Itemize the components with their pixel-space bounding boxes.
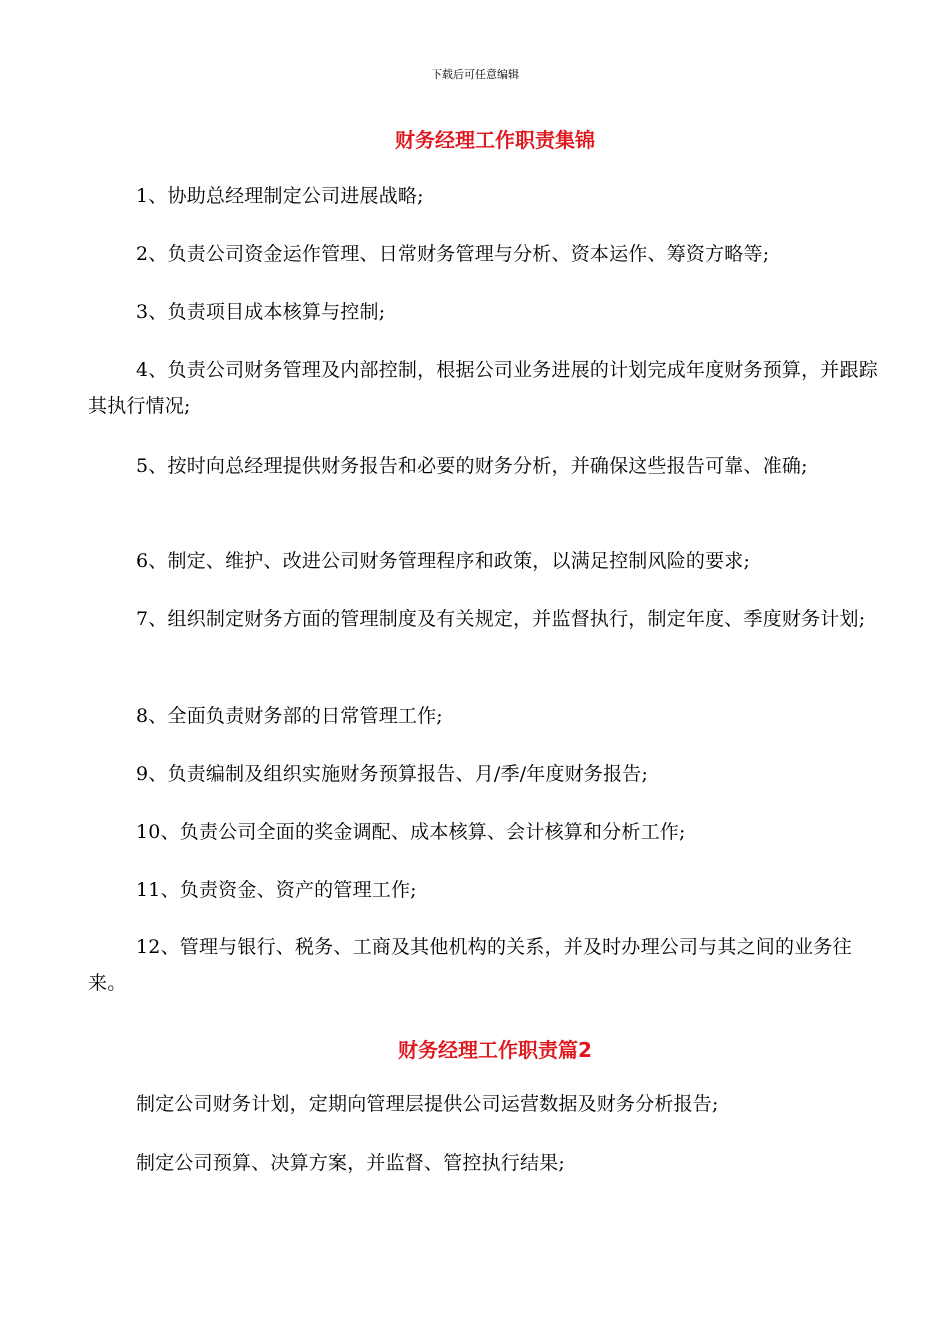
list-item: 2、负责公司资金运作管理、日常财务管理与分析、资本运作、筹资方略等; xyxy=(136,243,770,265)
section-title-2: 财务经理工作职责篇2 xyxy=(398,1038,592,1062)
list-item: 4、负责公司财务管理及内部控制，根据公司业务进展的计划完成年度财务预算，并跟踪其执行情况; xyxy=(88,359,878,417)
list-item: 6、制定、维护、改进公司财务管理程序和政策，以满足控制风险的要求; xyxy=(136,550,751,572)
download-note: 下载后可任意编辑 xyxy=(431,68,519,81)
list-item: 5、按时向总经理提供财务报告和必要的财务分析，并确保这些报告可靠、准确; xyxy=(136,455,808,477)
list-item: 10、负责公司全面的奖金调配、成本核算、会计核算和分析工作; xyxy=(136,821,686,843)
list-item: 1、协助总经理制定公司进展战略; xyxy=(136,185,424,207)
list-item: 8、全面负责财务部的日常管理工作; xyxy=(136,705,443,727)
list-item: 3、负责项目成本核算与控制; xyxy=(136,301,386,323)
list-item: 11、负责资金、资产的管理工作; xyxy=(136,879,417,901)
list-item: 制定公司财务计划，定期向管理层提供公司运营数据及财务分析报告; xyxy=(136,1093,719,1115)
list-item: 12、管理与银行、税务、工商及其他机构的关系，并及时办理公司与其之间的业务往来。 xyxy=(88,936,852,994)
section-title-1: 财务经理工作职责集锦 xyxy=(395,128,595,152)
list-item: 9、负责编制及组织实施财务预算报告、月/季/年度财务报告; xyxy=(136,763,649,785)
list-item: 7、组织制定财务方面的管理制度及有关规定，并监督执行，制定年度、季度财务计划; xyxy=(136,608,866,630)
list-item: 制定公司预算、决算方案，并监督、管控执行结果; xyxy=(136,1152,566,1174)
